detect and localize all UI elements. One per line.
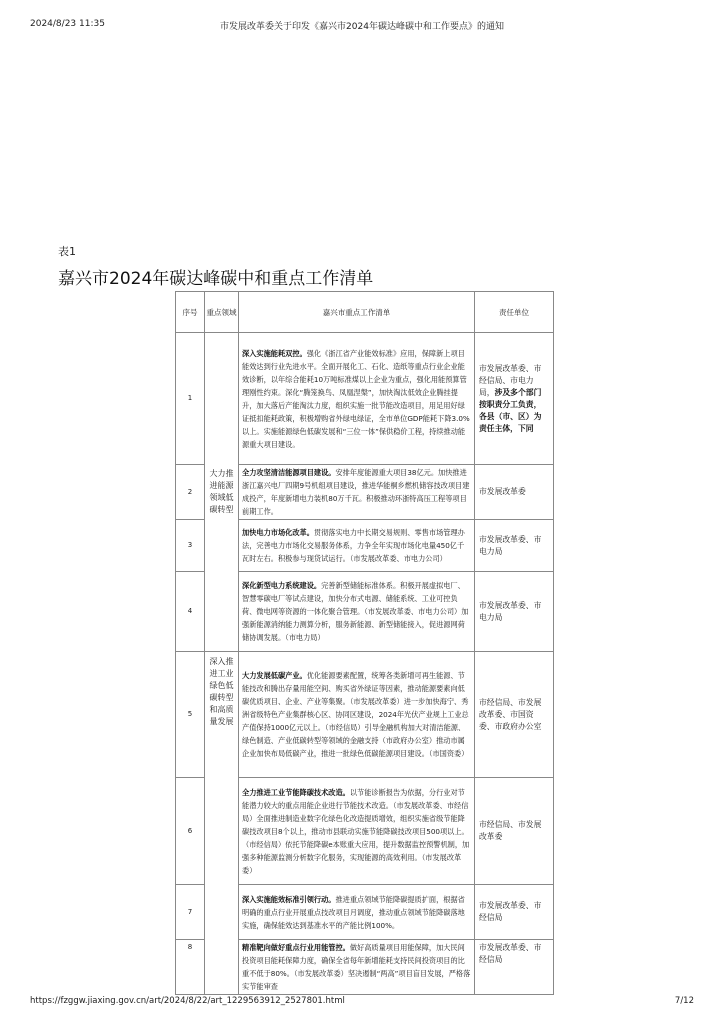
table-row [176, 652, 554, 778]
header-area: 重点领域 [205, 292, 239, 333]
area-energy: 大力推进能源领域低碳转型 [205, 333, 239, 652]
row-task [239, 333, 475, 465]
table-label: 表1 [58, 245, 76, 258]
row-task [239, 652, 475, 778]
resp-note: 涉及多个部门按职责分工负责，各县（市、区）为责任主体，下同 [479, 387, 542, 433]
print-timestamp: 2024/8/23 11:35 [30, 19, 105, 29]
row-task [239, 465, 475, 520]
task-body: 完善新型储能标准体系。积极开展虚拟电厂、智慧零碳电厂等试点建设，加快分布式电源、储能系统、工业可控负荷、微电网等资源的一体化聚合管理。（市发展改革委、市电力公司）加强新能源消纳能力测算分析，服务新能源、新型储能接入，促进源网荷储协调发展。（市电力局） [242, 581, 469, 642]
resp-text: 市经信局、市发展改革委 [479, 820, 542, 841]
task-body: 安排年度能源重大项目38亿元。加快推进浙江嘉兴电厂四期9号机组项目建设，推进华能桐乡燃机储容技改项目建成投产，年度新增电力装机80万千瓦。积极推动环浙特高压工程等项目前期工作。 [242, 468, 470, 516]
row-resp [475, 940, 554, 995]
row-no: 4 [176, 572, 205, 652]
task-body: 强化《浙江省产业能效标准》应用，保障新上项目能效达到行业先进水平。全面开展化工、石化、造纸等重点行业企业能效诊断，以年综合能耗10万吨标准煤以上企业为重点，强化用能预算管理刚性约束。深化“腾笼换鸟、凤凰涅槃”，加快淘汰低效企业腾挂提升，加大落后产能淘汰力度，组织实施一批节能改造项目，用足用好绿证抵扣能耗政策，积极增购省外绿电绿证，全市单位GDP能耗下降3.0%以上。实施能源绿色低碳发展和“三位一体”保供稳价工程，持续推动能源重大项目建设。 [242, 348, 470, 449]
print-page-number: 7/12 [674, 996, 694, 1006]
row-resp [475, 465, 554, 520]
row-resp [475, 333, 554, 465]
row-no: 3 [176, 520, 205, 572]
resp-text: 市发展改革委 [479, 487, 526, 496]
print-url: https://fzggw.jiaxing.gov.cn/art/2024/8/22/art_1229563912_2527801.html [30, 996, 345, 1006]
task-title: 深化新型电力系统建设。 [242, 581, 322, 590]
row-task [239, 520, 475, 572]
row-no: 6 [176, 778, 205, 885]
task-title: 全力推进工业节能降碳技术改造。 [242, 787, 350, 797]
row-resp [475, 572, 554, 652]
row-resp [475, 778, 554, 885]
table-header-row [176, 292, 554, 333]
document-title: 嘉兴市2024年碳达峰碳中和重点工作清单 [58, 269, 374, 289]
print-page-title: 市发展改革委关于印发《嘉兴市2024年碳达峰碳中和工作要点》的通知 [220, 22, 504, 32]
task-body: 贯彻落实电力中长期交易规则、零售市场管理办法，完善电力市场化交易服务体系，力争全年实现市场化电量450亿千瓦时左右。积极参与现货试运行。（市发展改革委、市电力公司） [242, 528, 465, 563]
row-resp [475, 885, 554, 940]
resp-text: 市发展改革委、市经信局 [479, 901, 542, 922]
task-title: 加快电力市场化改革。 [242, 528, 314, 537]
table-row [176, 333, 554, 465]
row-no: 2 [176, 465, 205, 520]
row-resp [475, 520, 554, 572]
row-task [239, 572, 475, 652]
task-title: 大力发展低碳产业。 [242, 671, 307, 680]
task-body: 优化能源要素配置，统筹各类新增可再生能源、节能技改和腾出存量用能空间、购买省外绿证等因素，推动能源要素向低碳优质项目、企业、产业等集聚。（市发展改革委）进一步加快海宁、秀洲省级特色产业集群核心区、协同区建设，2024年光伏产业规上工业总产值保持1000亿元以上。（市经信局）引导金融机构加大对清洁能源、绿色制造、产业低碳转型等领域的金融支持（市政府办公室）推动市属企业加快布局低碳产业，推进一批绿色低碳能源项目建设。（市国资委） [242, 671, 469, 758]
header-no: 序号 [176, 292, 205, 333]
resp-text: 市发展改革委、市电力局 [479, 600, 542, 622]
resp-text: 市发展改革委、市经信局 [479, 943, 542, 964]
task-title: 深入实施能效标准引领行动。 [242, 894, 336, 904]
resp-text: 市经信局、市发展改革委、市国资委、市政府办公室 [479, 697, 542, 731]
row-task [239, 940, 475, 995]
header-resp: 责任单位 [475, 292, 554, 333]
task-body: 以节能诊断报告为依据，分行业对节能潜力较大的重点用能企业进行节能技术改造。（市发展改革委、市经信局）全面推进制造业数字化绿色化改造提质增效，组织实施省级节能降碳技改项目8个以上，推动市县联动实施节能降碳技改项目500项以上。（市经信局）依托节能降碳e本账重大应用，提升数据监控预警机制，加强多种能源监测分析数字化服务，实现能源的高效利用。（市发展改革委） [242, 787, 470, 875]
row-task [239, 778, 475, 885]
resp-text: 市发展改革委、市经信局、市电力局， [479, 363, 542, 397]
row-no: 7 [176, 885, 205, 940]
area-industry: 深入推进工业绿色低碳转型和高质量发展 [205, 652, 239, 995]
task-body: 推进重点领域节能降碳提质扩面，根据省明确的重点行业开展重点技改项目月调度，推动重点领域节能降碳落地实施，确保能效达到基准水平的产能比例100%。 [242, 894, 465, 930]
row-no: 8 [176, 940, 205, 995]
task-title: 全力攻坚清洁能源项目建设。 [242, 468, 336, 477]
row-resp [475, 652, 554, 778]
resp-text: 市发展改革委、市电力局 [479, 534, 542, 556]
task-title: 深入实施能耗双控。 [242, 348, 307, 358]
task-body: 做好高质量项目用能保障，加大民间投资项目能耗保障力度，确保全省每年新增能耗支持民间投资项目的比重不低于80%。（市发展改革委）坚决遏制“两高”项目盲目发展，严格落实节能审查 [242, 943, 471, 991]
header-task: 嘉兴市重点工作清单 [239, 292, 475, 333]
row-no: 5 [176, 652, 205, 778]
task-title: 精准靶向做好重点行业用能管控。 [242, 943, 350, 952]
row-task [239, 885, 475, 940]
row-no: 1 [176, 333, 205, 465]
key-work-table [175, 291, 554, 995]
